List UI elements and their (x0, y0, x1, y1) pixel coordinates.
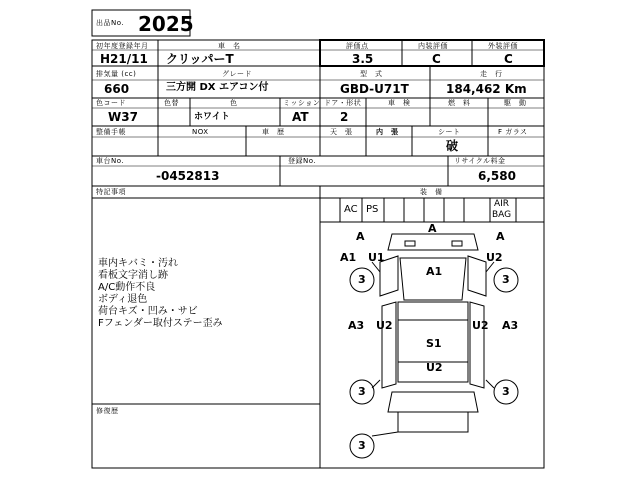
manual-label: 整備手帳 (96, 128, 126, 136)
nox-label: NOX (192, 128, 209, 136)
color-value: ホワイト (194, 112, 230, 122)
lot-number: 2025 (138, 12, 194, 36)
tire-fr-code: 3 (502, 273, 510, 286)
grade-value: 三方開 DX エアコン付 (166, 82, 269, 93)
doors-value: 2 (340, 110, 349, 124)
code-right-front: U2 (486, 251, 503, 264)
code-right-mid-u: U2 (472, 319, 489, 332)
code-left-mid-u: U2 (376, 319, 393, 332)
sunroof-label: 天 張 (330, 128, 353, 136)
seat-value: 破 (446, 139, 459, 153)
doors-label: ドア・形状 (324, 99, 362, 107)
mission-label: ミッション (283, 99, 321, 107)
car-name-label: 車 名 (218, 42, 241, 50)
inner-label: 内 張 (376, 128, 399, 136)
exterior-value: C (504, 52, 513, 66)
remark-item: 車内キバミ・汚れ (98, 258, 178, 269)
code-left-mid: A3 (348, 319, 365, 332)
car-name-value: クリッパーT (166, 52, 234, 66)
history-label: 車 歴 (262, 128, 285, 136)
mileage-value: 184,462 Km (446, 82, 527, 96)
chassis-label: 車台No. (96, 157, 125, 165)
remark-item: 看板文字消し跡 (98, 270, 168, 281)
color-code-label: 色コード (96, 99, 126, 107)
tire-rr-code: 3 (502, 385, 510, 398)
year-label: 初年度登録年月 (96, 42, 149, 50)
mission-value: AT (292, 110, 309, 124)
score-label: 評価点 (346, 42, 369, 50)
code-right-mid: A3 (502, 319, 519, 332)
interior-label: 内装評価 (418, 42, 448, 50)
equip-ac: AC (344, 204, 358, 215)
lot-label: 出品No. (96, 19, 125, 27)
seat-label: シート (438, 128, 461, 136)
equip-airbag-1: AIR (494, 199, 510, 209)
code-top-right: A (496, 230, 505, 243)
mileage-label: 走 行 (480, 70, 503, 78)
interior-value: C (432, 52, 441, 66)
code-top-left: A (356, 230, 365, 243)
remark-item: ボディ退色 (98, 294, 148, 305)
reg-label: 登録No. (288, 157, 317, 165)
cc-value: 660 (104, 82, 130, 96)
code-roof: A1 (426, 265, 443, 278)
remarks-list (98, 258, 223, 330)
glass-label: F ガラス (498, 128, 528, 136)
remarks-heading: 特記事項 (96, 188, 126, 196)
exterior-label: 外装評価 (488, 42, 518, 50)
tire-fl-code: 3 (358, 273, 366, 286)
repair-heading: 修復歴 (96, 407, 119, 415)
remark-item: 荷台キズ・凹み・サビ (98, 306, 198, 317)
drive-label: 駆 動 (504, 99, 527, 107)
grade-label: グレード (222, 70, 252, 78)
equipment-heading: 装 備 (420, 188, 443, 196)
remark-item: Fフェンダー取付ステー歪み (98, 318, 223, 329)
recycle-label: リサイクル料金 (454, 157, 506, 165)
equip-ps: PS (366, 204, 379, 215)
inspection-label: 車 検 (388, 99, 411, 107)
recycle-value: 6,580 (478, 169, 516, 183)
color-label: 色 (230, 99, 238, 107)
model-value: GBD-U71T (340, 82, 409, 96)
code-left-front: A1 (340, 251, 357, 264)
color-change-label: 色替 (164, 99, 179, 107)
fuel-label: 燃 料 (448, 99, 471, 107)
code-bed-2: U2 (426, 361, 443, 374)
year-value: H21/11 (100, 52, 148, 66)
code-left-front-u: U1 (368, 251, 385, 264)
equip-airbag-2: BAG (492, 210, 512, 220)
cc-label: 排気量 (cc) (96, 70, 137, 78)
remark-item: A/C動作不良 (98, 282, 156, 293)
tire-rl-code: 3 (358, 385, 366, 398)
score-value: 3.5 (352, 52, 374, 66)
code-top-center: A (428, 222, 437, 235)
model-label: 型 式 (360, 70, 383, 78)
chassis-value: -0452813 (156, 169, 220, 183)
tire-spare-code: 3 (358, 439, 366, 452)
code-bed-1: S1 (426, 337, 442, 350)
color-code-value: W37 (108, 110, 138, 124)
